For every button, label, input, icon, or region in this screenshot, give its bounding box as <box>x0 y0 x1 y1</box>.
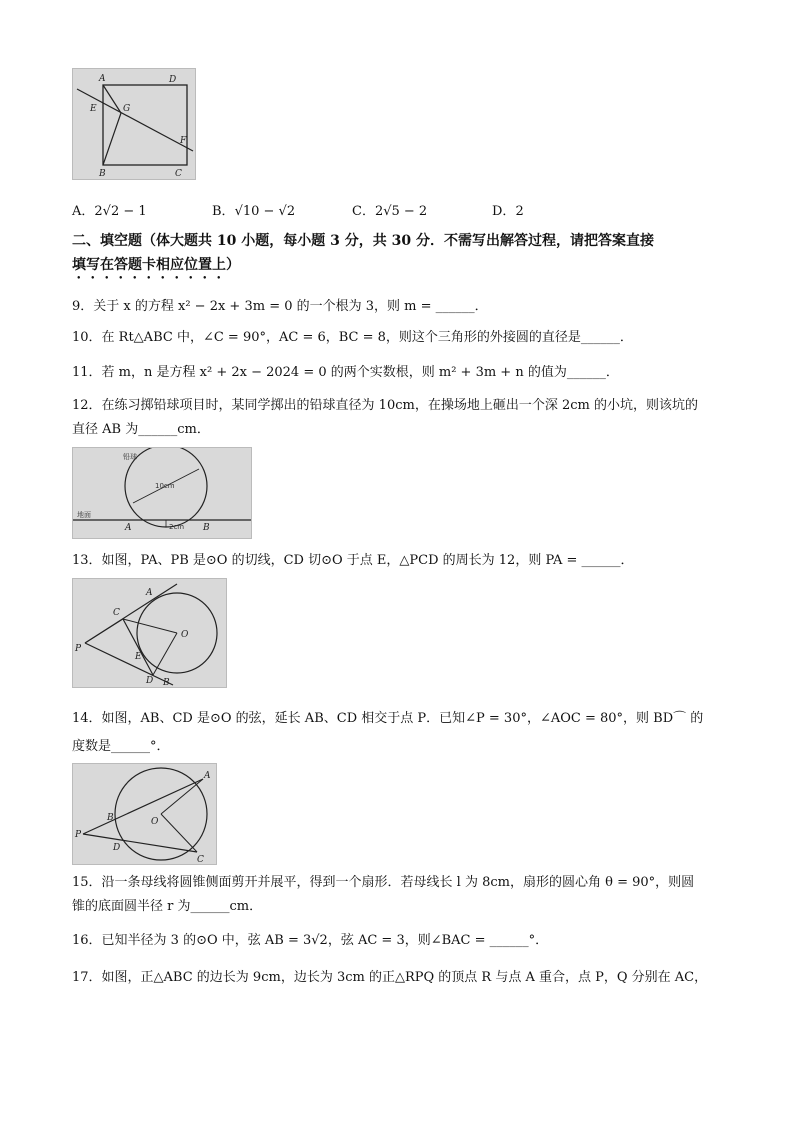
label-A: A <box>99 74 106 84</box>
label-C: C <box>175 169 182 179</box>
label-tan-C: C <box>113 608 120 618</box>
label-tan-A: A <box>146 588 153 598</box>
option-d-expr: 2 <box>515 204 524 219</box>
label-chord-B: B <box>107 813 114 823</box>
tangent-diagram <box>73 579 226 687</box>
label-B: B <box>99 169 106 179</box>
option-a: A．2√2 − 1 <box>72 204 147 219</box>
figure-tangents <box>72 578 227 688</box>
option-c: C．2√5 − 2 <box>352 204 428 219</box>
square-diagram <box>73 69 195 179</box>
label-depth: 2cm <box>169 523 185 531</box>
question-17: 17．如图，正△ABC 的边长为 9cm，边长为 3cm 的正△RPQ 的顶点 R 与点 A 重合，点 P，Q 分别在 AC， <box>72 970 708 985</box>
option-d: D．2 <box>492 204 524 219</box>
question-15-line2: 锥的底面圆半径 r 为______cm． <box>72 899 263 914</box>
figure-chords <box>72 763 217 865</box>
question-13: 13．如图，PA、PB 是⊙O 的切线，CD 切⊙O 于点 E，△PCD 的周长为 12，则 PA = ______． <box>72 553 634 568</box>
question-15-line1: 15．沿一条母线将圆锥侧面剪开并展平，得到一个扇形．若母线长 l 为 8cm，扇形的圆心角 θ = 90°，则圆 <box>72 875 695 890</box>
label-F: F <box>180 136 187 146</box>
question-14-line1: 14．如图，AB、CD 是⊙O 的弦，延长 AB、CD 相交于点 P．已知∠P = 30°，∠AOC = 80°，则 BD⌒ 的 <box>72 711 704 726</box>
label-D: D <box>169 75 177 85</box>
question-11: 11．若 m，n 是方程 x² + 2x − 2024 = 0 的两个实数根，则 m² + 3m + n 的值为______． <box>72 365 619 380</box>
label-chord-C: C <box>197 855 204 864</box>
label-chord-D: D <box>113 843 121 853</box>
question-12-line1: 12．在练习掷铅球项目时，某同学掷出的铅球直径为 10cm，在操场地上砸出一个深 2cm 的小坑，则该坑的 <box>72 398 698 413</box>
label-shot-B: B <box>203 523 210 533</box>
option-a-expr: 2√2 − 1 <box>94 204 147 219</box>
label-G: G <box>123 104 131 114</box>
question-9: 9．关于 x 的方程 x² − 2x + 3m = 0 的一个根为 3，则 m = ______． <box>72 299 488 314</box>
label-tan-B: B <box>163 678 170 687</box>
section-heading-line2: 填写在答题卡相应位置上） <box>72 257 240 273</box>
question-12-line2: 直径 AB 为______cm． <box>72 422 210 437</box>
label-shot-diameter: 10cm <box>155 482 175 490</box>
label-tan-D: D <box>146 676 154 686</box>
chords-diagram <box>73 764 216 864</box>
shot-put-diagram <box>73 448 251 538</box>
label-tan-O: O <box>181 630 189 640</box>
label-tan-E: E <box>135 652 142 662</box>
figure-square <box>72 68 196 180</box>
figure-shot-put <box>72 447 252 539</box>
label-shot-A: A <box>125 523 132 533</box>
question-10: 10．在 Rt△ABC 中，∠C = 90°，AC = 6，BC = 8，则这个三角形的外接圆的直径是______． <box>72 330 633 345</box>
label-chord-P: P <box>75 830 82 840</box>
option-b: B．√10 − √2 <box>212 204 296 219</box>
section-emphasis: 填写在答题卡相应位置上 <box>72 257 226 273</box>
question-16: 16．已知半径为 3 的⊙O 中，弦 AB = 3√2，弦 AC = 3，则∠BAC = ______°． <box>72 933 549 948</box>
label-chord-A: A <box>204 771 211 781</box>
label-tan-P: P <box>75 644 82 654</box>
section-heading-line1: 二、填空题（体大题共 10 小题，每小题 3 分，共 30 分．不需写出解答过程，请把答案直接 <box>72 233 654 249</box>
label-E: E <box>90 104 97 114</box>
question-14-line2: 度数是______°． <box>72 739 170 754</box>
option-b-expr: √10 − √2 <box>234 204 296 219</box>
label-ground: 地面 <box>77 511 91 519</box>
label-chord-O: O <box>151 817 159 827</box>
label-shot-ball: 铅球 <box>123 453 137 461</box>
option-c-expr: 2√5 − 2 <box>374 204 428 219</box>
